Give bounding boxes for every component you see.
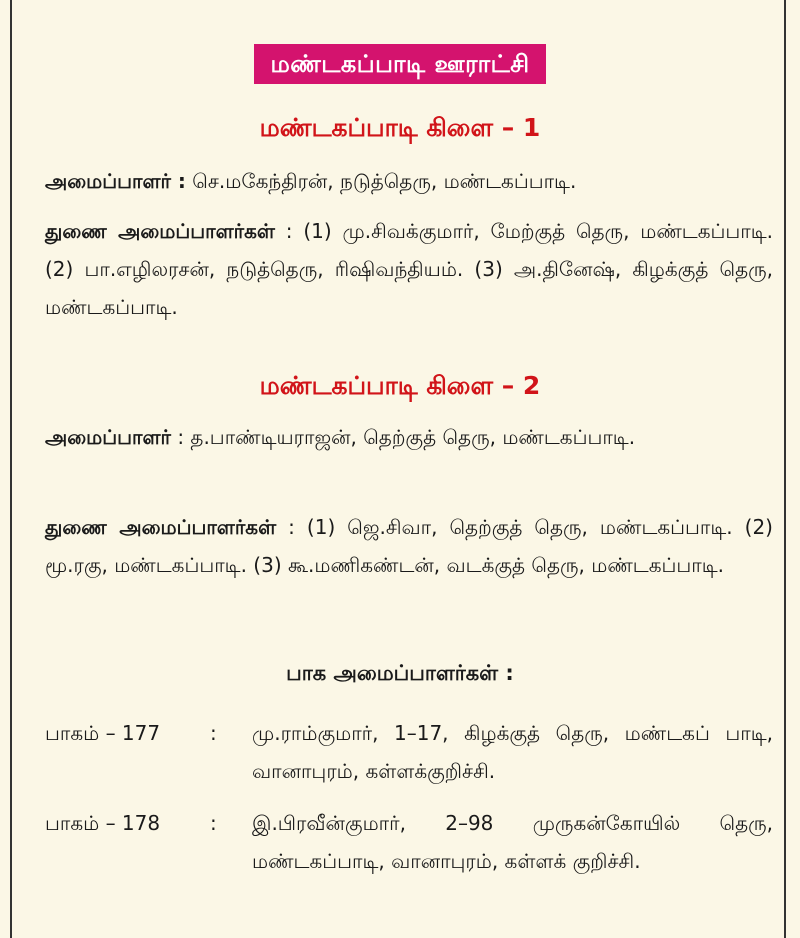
- branch-1-deputies: [45, 212, 773, 326]
- ward-177: [45, 714, 773, 790]
- deputies-label: துணை அமைப்பாளர்கள்: [45, 515, 277, 539]
- ward-text: இ.பிரவீன்குமார், 2–98 முருகன்கோயில் தெரு, மண்டகப்பாடி, வானாபுரம், கள்ளக் குறிச்சி.: [252, 811, 773, 873]
- banner-wrap: [0, 44, 800, 84]
- ward-colon: :: [210, 721, 217, 745]
- branch-2-title: மண்டகப்பாடி கிளை – 2: [259, 371, 541, 400]
- ward-text: மு.ராம்குமார், 1–17, கிழக்குத் தெரு, மண்டகப் பாடி, வானாபுரம், கள்ளக்குறிச்சி.: [252, 721, 773, 783]
- wards-heading: பாக அமைப்பாளர்கள் :: [286, 661, 514, 685]
- ward-colon: :: [210, 811, 217, 835]
- organizer-label: அமைப்பாளர் :: [45, 169, 186, 193]
- organizer-label: அமைப்பாளர்: [45, 425, 171, 449]
- deputies-text: : (1) ஜெ.சிவா, தெற்குத் தெரு, மண்டகப்பாடி. (2) மூ.ரகு, மண்டகப்பாடி. (3) கூ.மணிகண்டன், வடக்குத் தெரு, மண்டகப்பாடி.: [45, 515, 773, 577]
- branch-1-title: மண்டகப்பாடி கிளை – 1: [259, 113, 541, 142]
- organizer-text: செ.மகேந்திரன், நடுத்தெரு, மண்டகப்பாடி.: [192, 169, 577, 193]
- panchayat-banner: மண்டகப்பாடி ஊராட்சி: [254, 44, 545, 84]
- branch-1-organizer: [45, 162, 773, 200]
- deputies-label: துணை அமைப்பாளர்கள்: [45, 219, 275, 243]
- branch-2-organizer: [45, 418, 773, 456]
- ward-label: பாகம் – 177: [45, 721, 161, 745]
- ward-178: [45, 804, 773, 880]
- branch-2-deputies: [45, 508, 773, 584]
- ward-label: பாகம் – 178: [45, 811, 161, 835]
- organizer-text: : த.பாண்டியராஜன், தெற்குத் தெரு, மண்டகப்பாடி.: [177, 425, 636, 449]
- deputies-text: : (1) மு.சிவக்குமார், மேற்குத் தெரு, மண்டகப்பாடி. (2) பா.எழிலரசன், நடுத்தெரு, ரிஷிவந்தியம். (3) அ.தினேஷ், கிழக்குத் தெரு, மண்டகப்பாடி.: [45, 219, 774, 319]
